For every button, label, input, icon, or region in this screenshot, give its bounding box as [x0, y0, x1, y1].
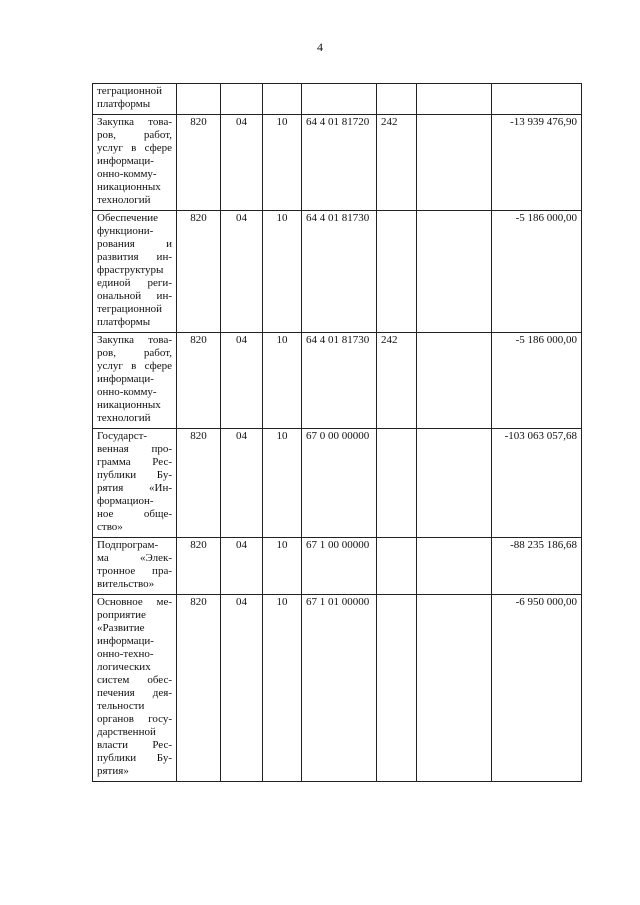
cell-empty	[417, 595, 492, 782]
cell-empty	[417, 211, 492, 333]
item-name-line: никационных	[97, 399, 161, 411]
item-name-line: платформы	[97, 316, 151, 328]
cell-expense-type	[377, 429, 417, 538]
cell-target-article: 67 0 00 00000	[302, 429, 377, 538]
item-name-line: ров, работ,	[97, 129, 172, 141]
item-name-line: рятия «Ин-	[97, 482, 172, 494]
item-name-line: ма «Элек-	[97, 552, 172, 564]
cell-section: 04	[221, 333, 263, 429]
table-row	[93, 115, 582, 211]
cell-subsection	[263, 84, 302, 115]
cell-subsection: 10	[263, 211, 302, 333]
item-name-line: функциони-	[97, 225, 154, 237]
cell-subsection: 10	[263, 115, 302, 211]
cell-empty	[417, 538, 492, 595]
item-name-line: логических	[97, 661, 151, 673]
cell-amount: -88 235 186,68	[492, 538, 582, 595]
item-name-line: вительство»	[97, 578, 155, 590]
item-name-line: органов госу-	[97, 713, 172, 725]
table-row	[93, 538, 582, 595]
table-row	[93, 333, 582, 429]
item-name-line: «Развитие	[97, 622, 145, 634]
table-row	[93, 84, 582, 115]
table-row	[93, 429, 582, 538]
item-name-line: власти Рес-	[97, 739, 172, 751]
cell-amount: -6 950 000,00	[492, 595, 582, 782]
item-name-line: информаци-	[97, 373, 154, 385]
cell-empty	[417, 333, 492, 429]
cell-item-name	[93, 538, 177, 595]
item-name-line: Основное ме-	[97, 596, 172, 608]
cell-subsection: 10	[263, 429, 302, 538]
item-name-line: публики Бу-	[97, 752, 172, 764]
page-number: 4	[317, 40, 323, 54]
item-name-line: печения дея-	[97, 687, 172, 699]
cell-section: 04	[221, 429, 263, 538]
item-name-line: услуг в сфере	[97, 142, 172, 154]
cell-item-name	[93, 595, 177, 782]
cell-item-name	[93, 333, 177, 429]
cell-item-name	[93, 84, 177, 115]
item-name-line: никационных	[97, 181, 161, 193]
item-name-line: рования и	[97, 238, 172, 250]
cell-expense-type	[377, 84, 417, 115]
item-name-line: Обеспечение	[97, 212, 158, 224]
budget-table	[92, 83, 582, 782]
cell-expense-type: 242	[377, 333, 417, 429]
item-name-line: информаци-	[97, 155, 154, 167]
cell-amount	[492, 84, 582, 115]
cell-section: 04	[221, 538, 263, 595]
item-name-line: Государст-	[97, 430, 148, 442]
cell-subsection: 10	[263, 333, 302, 429]
item-name-line: публики Бу-	[97, 469, 172, 481]
cell-section: 04	[221, 115, 263, 211]
cell-expense-type: 242	[377, 115, 417, 211]
item-name-line: онно-комму-	[97, 386, 157, 398]
item-name-line: онно-комму-	[97, 168, 157, 180]
item-name-line: развития ин-	[97, 251, 172, 263]
item-name-line: ров, работ,	[97, 347, 172, 359]
cell-amount: -103 063 057,68	[492, 429, 582, 538]
item-name-line: тронное пра-	[97, 565, 172, 577]
item-name-line: платформы	[97, 98, 151, 110]
table-row	[93, 211, 582, 333]
cell-item-name	[93, 429, 177, 538]
item-name-line: онно-техно-	[97, 648, 154, 660]
cell-grbs: 820	[177, 429, 221, 538]
item-name-line: рятия»	[97, 765, 129, 777]
cell-grbs: 820	[177, 211, 221, 333]
table-body	[93, 84, 582, 782]
cell-expense-type	[377, 211, 417, 333]
cell-empty	[417, 429, 492, 538]
item-name-line: теграционной	[97, 85, 163, 97]
cell-empty	[417, 115, 492, 211]
cell-subsection: 10	[263, 595, 302, 782]
item-name-line: Закупка това-	[97, 116, 172, 128]
cell-amount: -13 939 476,90	[492, 115, 582, 211]
item-name-line: теграционной	[97, 303, 163, 315]
item-name-line: грамма Рес-	[97, 456, 172, 468]
cell-item-name	[93, 211, 177, 333]
item-name-line: систем обес-	[97, 674, 172, 686]
cell-target-article: 64 4 01 81730	[302, 333, 377, 429]
cell-subsection: 10	[263, 538, 302, 595]
item-name-line: дарственной	[97, 726, 156, 738]
cell-target-article	[302, 84, 377, 115]
item-name-line: технологий	[97, 412, 151, 424]
item-name-line: информаци-	[97, 635, 154, 647]
item-name-line: Закупка това-	[97, 334, 172, 346]
cell-item-name	[93, 115, 177, 211]
cell-section	[221, 84, 263, 115]
item-name-line: ство»	[97, 521, 123, 533]
cell-amount: -5 186 000,00	[492, 211, 582, 333]
item-name-line: формацион-	[97, 495, 154, 507]
cell-target-article: 64 4 01 81720	[302, 115, 377, 211]
item-name-line: услуг в сфере	[97, 360, 172, 372]
item-name-line: венная про-	[97, 443, 172, 455]
cell-grbs	[177, 84, 221, 115]
item-name-line: тельности	[97, 700, 145, 712]
item-name-line: роприятие	[97, 609, 146, 621]
cell-amount: -5 186 000,00	[492, 333, 582, 429]
cell-expense-type	[377, 595, 417, 782]
item-name-line: Подпрограм-	[97, 539, 159, 551]
cell-target-article: 64 4 01 81730	[302, 211, 377, 333]
cell-target-article: 67 1 01 00000	[302, 595, 377, 782]
cell-target-article: 67 1 00 00000	[302, 538, 377, 595]
item-name-line: фраструктуры	[97, 264, 164, 276]
item-name-line: технологий	[97, 194, 151, 206]
cell-grbs: 820	[177, 115, 221, 211]
item-name-line: ональной ин-	[97, 290, 172, 302]
item-name-line: единой реги-	[97, 277, 172, 289]
cell-empty	[417, 84, 492, 115]
item-name-line: ное обще-	[97, 508, 172, 520]
cell-section: 04	[221, 211, 263, 333]
cell-grbs: 820	[177, 538, 221, 595]
table-row	[93, 595, 582, 782]
cell-section: 04	[221, 595, 263, 782]
cell-expense-type	[377, 538, 417, 595]
cell-grbs: 820	[177, 595, 221, 782]
cell-grbs: 820	[177, 333, 221, 429]
